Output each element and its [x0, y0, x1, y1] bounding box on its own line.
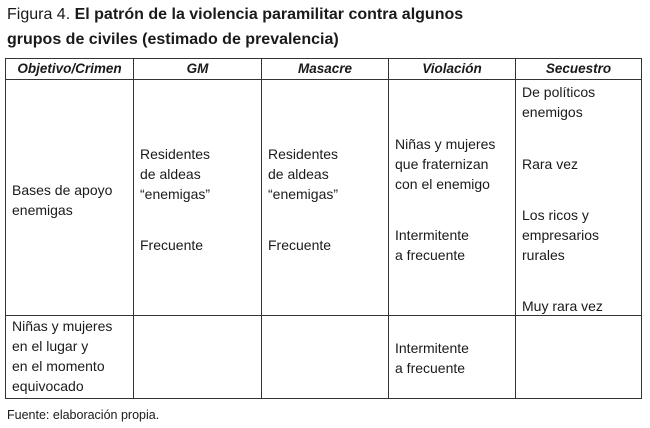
- violacion-who-text: Niñas y mujeres que fraternizan con el enemigo: [395, 136, 496, 192]
- header-gm: GM: [134, 59, 262, 80]
- target-bases-text: Bases de apoyo enemigas: [12, 182, 113, 218]
- header-objetivo: Objetivo/Crimen: [6, 59, 134, 80]
- cell-violacion-bases: [389, 80, 516, 316]
- secuestro-frequency-2: Muy rara vez: [522, 298, 603, 314]
- violence-pattern-table: [5, 58, 642, 399]
- cell-masacre-ninas: [262, 316, 389, 399]
- figure-title-line-2: grupos de civiles (estimado de prevalencia): [7, 31, 339, 48]
- target-ninas-text: Niñas y mujeres en el lugar y en el momento equivocado: [12, 318, 113, 394]
- header-row: [6, 59, 642, 80]
- cell-secuestro-ninas: [516, 316, 642, 399]
- figure-caption: [7, 2, 637, 52]
- gm-frequency: Frecuente: [140, 237, 204, 253]
- secuestro-group-ricos: Los ricos y empresarios rurales: [522, 207, 600, 263]
- header-masacre: Masacre: [262, 59, 389, 80]
- secuestro-frequency-1: Rara vez: [522, 156, 579, 172]
- masacre-frequency: Frecuente: [268, 237, 332, 253]
- table-row: [6, 80, 642, 316]
- cell-violacion-ninas: [389, 316, 516, 399]
- source-note: Fuente: elaboración propia.: [7, 408, 160, 422]
- cell-target-bases: [6, 80, 134, 316]
- figure-label: Figura 4.: [7, 6, 71, 23]
- figure-title-line-1: El patrón de la violencia paramilitar contra algunos: [74, 6, 464, 23]
- table-row: [6, 316, 642, 399]
- header-violacion: Violación: [389, 59, 516, 80]
- cell-gm-ninas: [134, 316, 262, 399]
- cell-masacre-bases: [262, 80, 389, 316]
- cell-secuestro-bases: [516, 80, 642, 316]
- cell-target-ninas: [6, 316, 134, 399]
- gm-who-text: Residentes de aldeas “enemigas”: [140, 146, 211, 202]
- secuestro-group-politicos: De políticos enemigos: [522, 84, 596, 120]
- header-secuestro: Secuestro: [516, 59, 642, 80]
- violacion-ninas-frequency: Intermitente a frecuente: [395, 340, 469, 376]
- cell-gm-bases: [134, 80, 262, 316]
- masacre-who-text: Residentes de aldeas “enemigas”: [268, 146, 339, 202]
- violacion-frequency: Intermitente a frecuente: [395, 227, 469, 263]
